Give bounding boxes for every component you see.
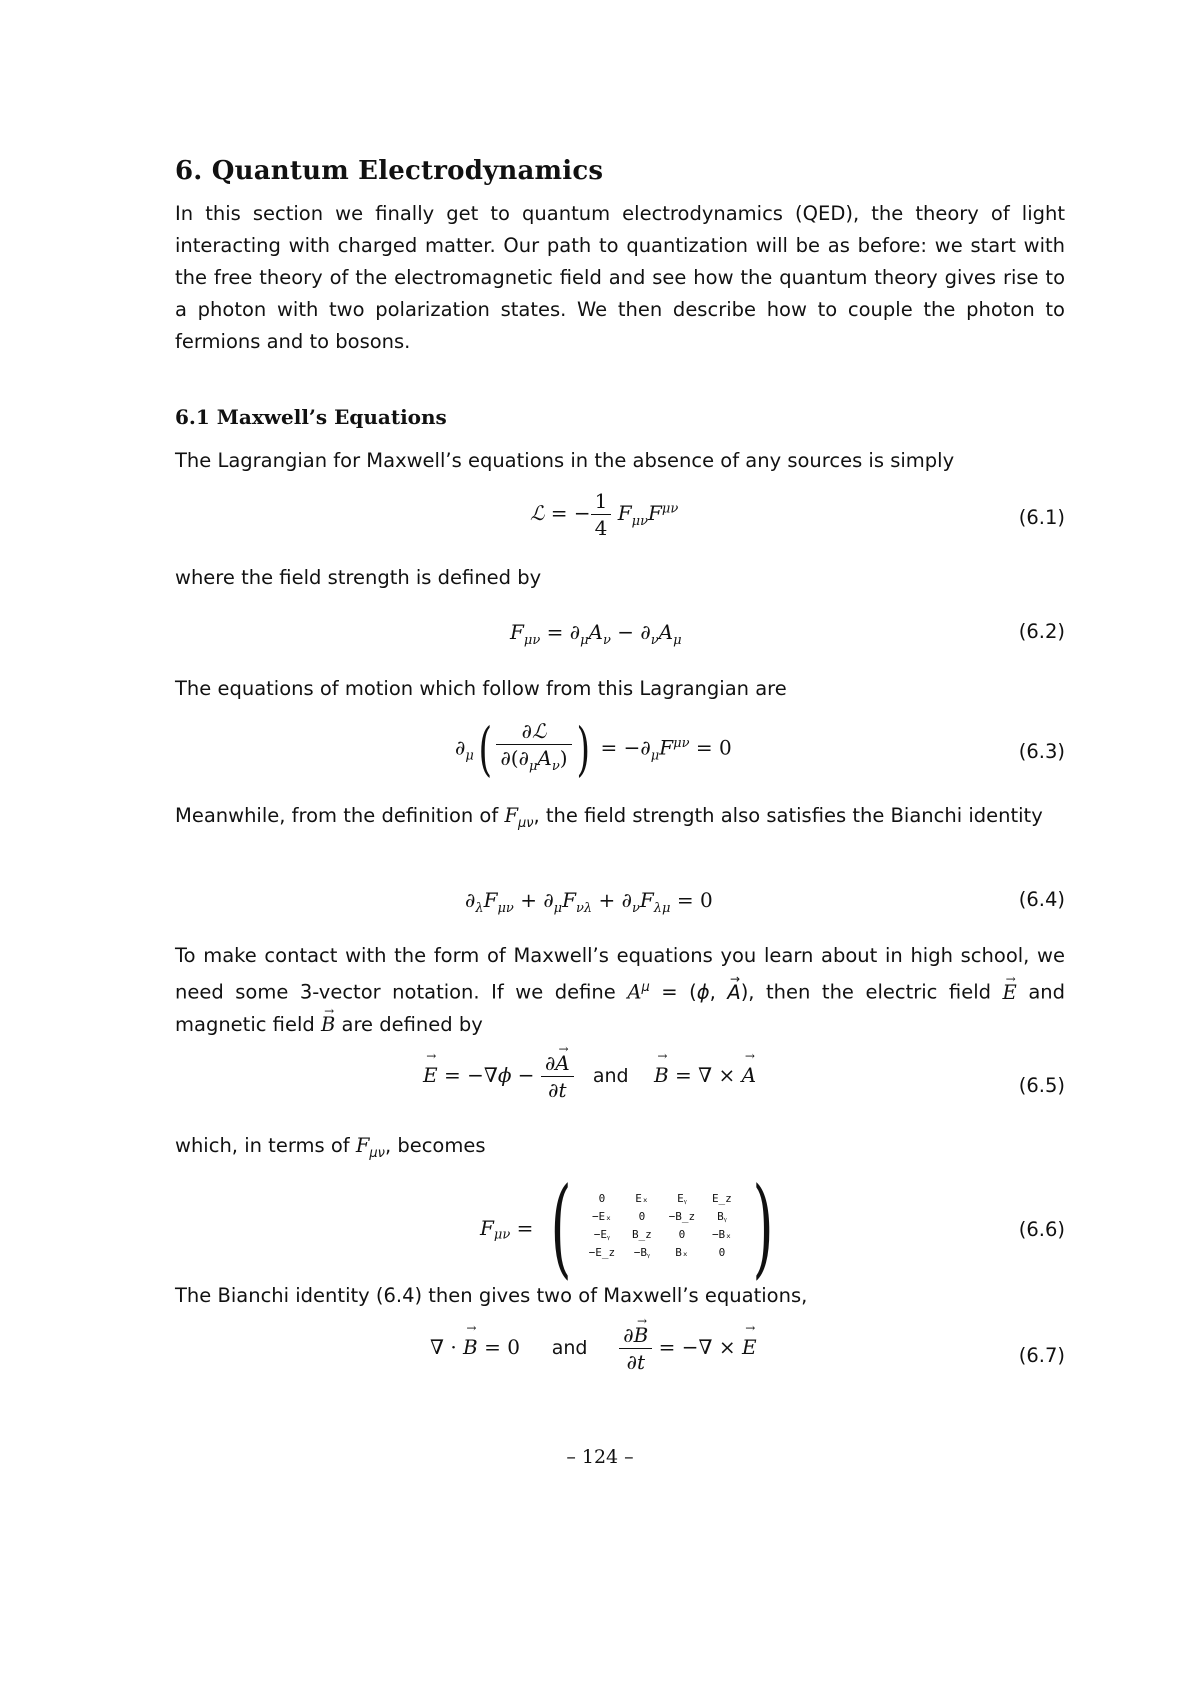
matrix-cell: −B_z [668,1210,696,1223]
paragraph-which: which, in terms of $F_{\mu\nu}$, becomes [175,1134,486,1161]
matrix-cell: −Eₓ [591,1210,612,1223]
equation-6-1-body: ℒ = − $\frac{1}{4}$ $F_{\mu\nu}F^{\mu\nu}$ [530,489,679,540]
equation-6-3 [175,715,1065,786]
equation-6-5-body: → E = −∇ϕ − $\frac{\partial\to A}{\partial t}$ and → B = ∇ × → A [423,1050,756,1103]
page-number: – 124 – [566,1446,634,1468]
equation-number: (6.4) [1018,888,1065,911]
equation-number: (6.5) [1018,1074,1065,1097]
matrix-cell: B_z [631,1228,652,1241]
equation-number: (6.3) [1018,740,1065,763]
equation-6-5 [175,1050,1065,1118]
equation-number: (6.1) [1018,506,1065,529]
equation-number: (6.2) [1018,620,1065,643]
equation-6-2-body: $F_{\mu\nu} = \partial_\mu A_\nu - \partial_\nu A_\mu$ [510,620,682,648]
matrix-cell: Bₓ [675,1246,689,1259]
matrix-cell: 0 [718,1246,726,1259]
equation-6-7-body: ∇ · → B = 0 and $\frac{\partial\to B}{\partial t}$ = −∇ × → E [430,1322,757,1375]
matrix-6-6 [582,1192,742,1264]
intro-paragraph: In this section we finally get to quantum electrodynamics (QED), the theory of light interacting with charged matter. Our path to quantization will be as before: we start with the free theory of the electromagnetic field and see how the quantum theory gives rise to a photon with two polarization states. We then describe how to couple the photon to fermions and to bosons. [175,202,1065,353]
matrix-cell: −Eᵧ [593,1228,610,1241]
equation-6-1 [175,488,1065,552]
matrix-cell: Eᵧ [677,1192,687,1205]
matrix-cell: 0 [678,1228,686,1241]
matrix-cell: −Bₓ [711,1228,732,1241]
paragraph-contact-part: , then the electric field [748,980,991,1004]
equation-6-7 [175,1322,1065,1390]
paragraph-bianchi-part: Meanwhile, from the definition of [175,804,499,827]
equation-number: (6.7) [1018,1344,1065,1367]
matrix-cell: 0 [638,1210,646,1223]
equation-6-3-body: $\partial_\mu$( $\frac{\text{∂ℒ}}{\partial(\partial_\mu A_\nu)}$ ) = $-\partial_\mu F^{\mu\nu} = 0$ [455,715,732,783]
equation-6-4-body: $\partial_\lambda F_{\mu\nu} + \partial_\mu F_{\nu\lambda} + \partial_\nu F_{\lambda\mu} = 0$ [465,888,713,916]
equation-6-2 [175,620,1065,652]
matrix-cell: −Bᵧ [633,1246,650,1259]
subsection-title: 6.1 Maxwell’s Equations [175,405,447,429]
paragraph-lagrangian: The Lagrangian for Maxwell’s equations in the absence of any sources is simply [175,449,955,472]
word-and: and [592,1065,629,1087]
paragraph-bianchi-part: , the field strength also satisfies the Bianchi identity [533,804,1043,827]
paragraph-contact: To make contact with the form of Maxwell’s equations you learn about in high school, we need some 3-vector notation. If we define $A^\mu = (\phi$, → A), then the electric field → E and magnetic field → B are defined by [175,940,1065,1041]
paragraph-which-part: , becomes [384,1134,486,1157]
section-title: 6. Quantum Electrodynamics [175,156,604,186]
paragraph-bianchi: Meanwhile, from the definition of $F_{\mu\nu}$, the field strength also satisfies the Bianchi identity [175,804,1043,831]
matrix-cell: 0 [598,1192,606,1205]
matrix-cell: −E_z [588,1246,616,1259]
word-and: and [551,1337,588,1359]
paragraph-contact-part: are defined by [341,1012,483,1036]
equation-6-6 [175,1165,1065,1290]
equation-number: (6.6) [1018,1218,1065,1241]
paragraph-bianchi-gives: The Bianchi identity (6.4) then gives two of Maxwell’s equations, [175,1284,808,1307]
paragraph-which-part: which, in terms of [175,1134,350,1157]
paragraph-field-strength: where the field strength is defined by [175,566,542,589]
equation-6-4 [175,888,1065,920]
matrix-cell: E_z [711,1192,732,1205]
matrix-cell: Eₓ [635,1192,649,1205]
matrix-cell: Bᵧ [717,1210,727,1223]
paragraph-contact-part: and magnetic field [175,980,1066,1036]
paragraph-eom: The equations of motion which follow from this Lagrangian are [175,677,787,700]
equation-6-6-body: $F_{\mu\nu}$ = ( 0 Eₓ Eᵧ E_z −Eₓ 0 −B_z Bᵧ −Eᵧ B_z 0 −Bₓ −E_z −Bᵧ Bₓ 0 ) [480,1165,774,1290]
paragraph-contact-part: To make contact with the form of Maxwell’s equations you learn about in high school, we need some 3-vector notation. If we define [175,944,1065,1004]
